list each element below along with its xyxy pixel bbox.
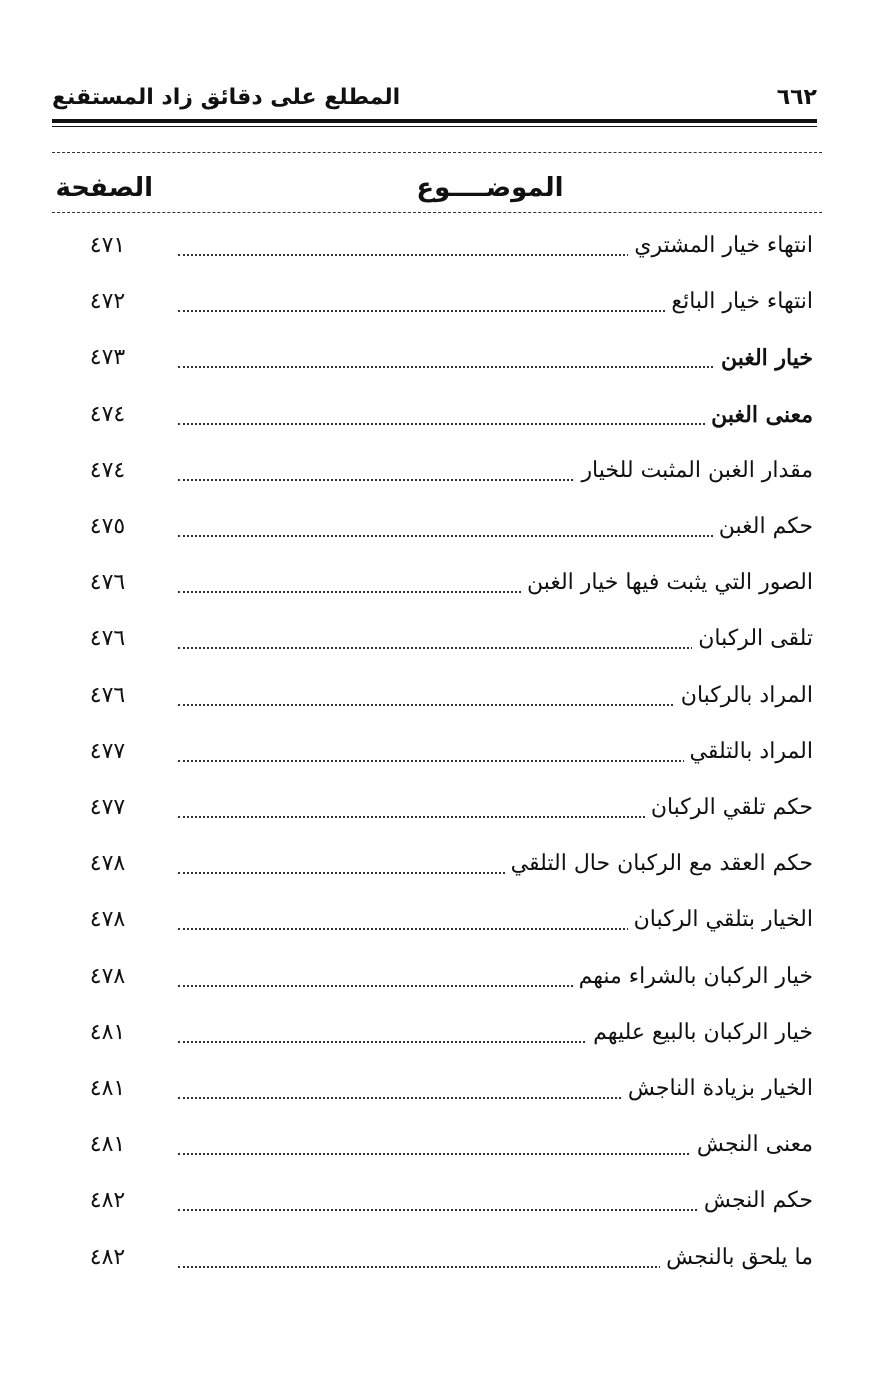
- toc-entry-page: ٤٧٦: [89, 626, 126, 652]
- toc-entry-page: ٤٧٨: [89, 851, 126, 877]
- page-number: ٦٦٢: [776, 85, 817, 110]
- toc-entry-page: ٤٨٢: [89, 1244, 126, 1270]
- toc-entry: [0, 732, 879, 772]
- toc-entry-title: خيار الركبان بالبيع عليهم: [587, 1013, 813, 1053]
- toc-entry-title: مقدار الغبن المثبت للخيار: [575, 451, 813, 491]
- toc-entry-page: ٤٨١: [89, 1132, 126, 1158]
- toc-entry: [0, 619, 879, 659]
- toc-entry: [0, 282, 879, 322]
- toc-entry: [0, 900, 879, 940]
- toc-entry-page: ٤٨٢: [89, 1188, 126, 1214]
- toc-entry-title: معنى الغبن: [705, 395, 813, 435]
- toc-entry-page: ٤٧٧: [89, 738, 126, 764]
- toc-entry: [0, 1013, 879, 1053]
- page-column-heading: الصفحة: [55, 173, 153, 203]
- toc-entry-page: ٤٧٤: [89, 401, 126, 427]
- toc-entry-title: حكم النجش: [698, 1181, 813, 1221]
- toc-entry-title: خيار الغبن: [715, 338, 813, 378]
- toc-entry: [0, 226, 879, 266]
- toc-entry-page: ٤٧٥: [89, 514, 126, 539]
- toc-entry: [0, 338, 879, 378]
- toc-entry: [0, 676, 879, 716]
- toc-entry: [0, 1181, 879, 1221]
- toc-entry-page: ٤٧٨: [89, 907, 126, 933]
- toc-entry: [0, 844, 879, 884]
- toc-entry-title: الصور التي يثبت فيها خيار الغبن: [521, 563, 813, 603]
- toc-entry-page: ٤٧٣: [89, 345, 126, 371]
- book-title: المطلع على دقائق زاد المستقنع: [52, 85, 401, 110]
- toc-entry: [0, 957, 879, 997]
- toc-entry-title: حكم تلقي الركبان: [645, 788, 813, 828]
- toc-entry: [0, 788, 879, 828]
- toc-entry-title: حكم الغبن: [713, 507, 813, 547]
- toc-entry-title: الخيار بزيادة الناجش: [622, 1069, 813, 1109]
- toc-entry-title: انتهاء خيار المشتري: [628, 226, 813, 266]
- toc-entry-page: ٤٧٤: [89, 457, 126, 483]
- toc-entry-page: ٤٧٨: [89, 963, 126, 989]
- toc-entry: [0, 1069, 879, 1109]
- toc-entry-page: ٤٨١: [89, 1076, 126, 1101]
- toc-entry-title: حكم العقد مع الركبان حال التلقي: [505, 844, 813, 884]
- toc-entry-title: معنى النجش: [691, 1125, 813, 1165]
- toc-entry-title: الخيار بتلقي الركبان: [628, 900, 813, 940]
- toc-entry-title: تلقى الركبان: [692, 619, 813, 659]
- toc-entry-title: المراد بالتلقي: [684, 732, 814, 772]
- toc-entry-title: ما يلحق بالنجش: [660, 1238, 813, 1278]
- toc-entry-page: ٤٧٦: [89, 570, 126, 596]
- toc-entry: [0, 451, 879, 491]
- toc-entry: [0, 1125, 879, 1165]
- toc-entry: [0, 507, 879, 547]
- toc-entry-page: ٤٧١: [89, 233, 126, 258]
- toc-entry: [0, 563, 879, 603]
- toc-entry-page: ٤٧٧: [89, 795, 126, 820]
- topic-column-heading: الموضــــوع: [416, 173, 564, 203]
- toc-entry: [0, 395, 879, 435]
- toc-entry-title: خيار الركبان بالشراء منهم: [573, 957, 813, 997]
- toc-entry-title: انتهاء خيار البائع: [665, 282, 813, 322]
- toc-entry-page: ٤٨١: [89, 1019, 126, 1045]
- toc-entry-page: ٤٧٦: [89, 682, 126, 708]
- toc-entry-page: ٤٧٢: [89, 289, 126, 315]
- toc-entry-title: المراد بالركبان: [675, 676, 813, 716]
- toc-entry: [0, 1238, 879, 1278]
